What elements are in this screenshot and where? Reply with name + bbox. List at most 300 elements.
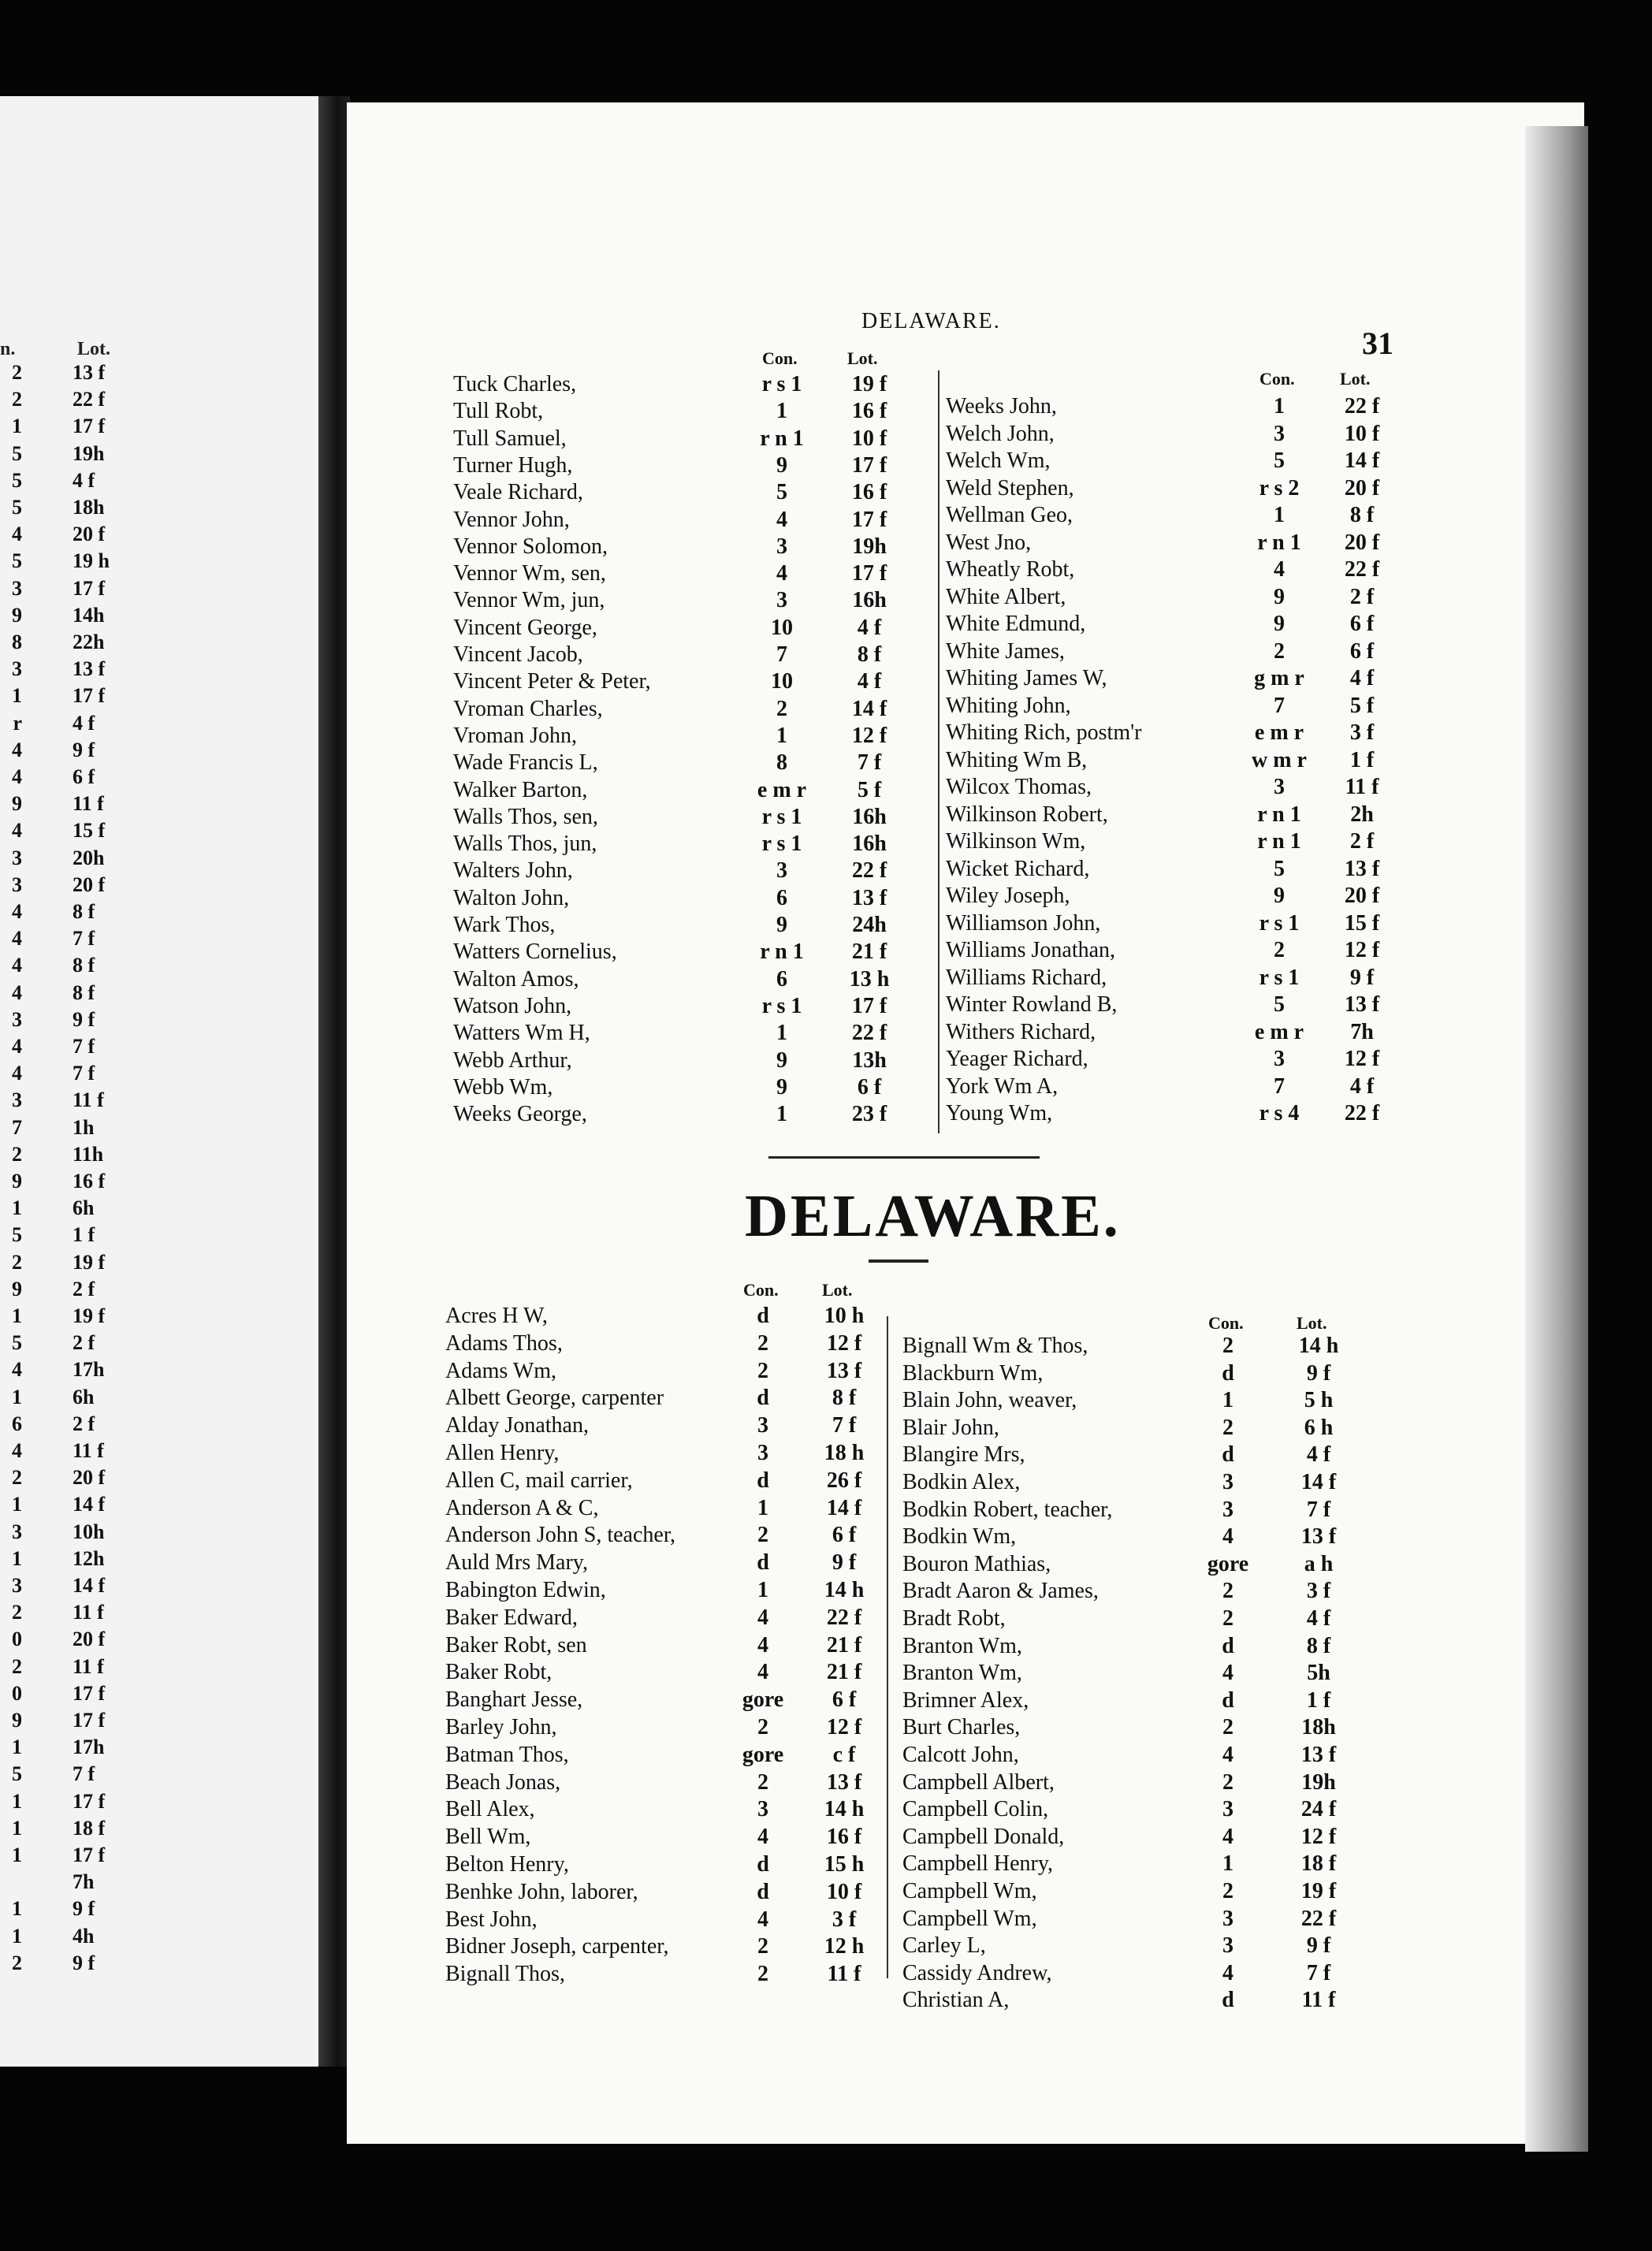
- left-row-lot: 17 f: [73, 415, 106, 438]
- entry-lot: 22 f: [1344, 1101, 1380, 1126]
- entry-lot: 23 f: [851, 1102, 887, 1127]
- left-row-con: 2: [12, 1951, 22, 1974]
- entry-con: gore: [742, 1742, 784, 1767]
- entry-lot: 14 f: [851, 696, 887, 721]
- entry-name: Walker Barton,: [453, 777, 588, 802]
- entry-lot: 8 f: [832, 1386, 857, 1411]
- entry-name: York Wm A,: [946, 1073, 1059, 1099]
- entry-lot: 1 f: [1306, 1687, 1331, 1713]
- page-number: 31: [1362, 326, 1393, 361]
- entry-lot: 17 f: [851, 993, 887, 1018]
- entry-con: 1: [776, 723, 787, 748]
- entry-con: 9: [1274, 612, 1285, 636]
- con-column-header: Con.: [743, 1280, 779, 1300]
- entry-con: 6: [776, 885, 787, 910]
- left-row-con: 3: [12, 576, 22, 600]
- entry-con: 5: [776, 480, 787, 505]
- entry-lot: 22 f: [1344, 557, 1380, 582]
- entry-name: Batman Thos,: [445, 1742, 569, 1767]
- entry-name: Vennor John,: [453, 507, 570, 532]
- book-gutter: [318, 96, 350, 2067]
- entry-name: Vennor Solomon,: [453, 534, 608, 559]
- left-row-lot: 13 f: [73, 361, 106, 384]
- left-row-lot: 14 f: [73, 1493, 106, 1516]
- left-row-con: 5: [12, 496, 22, 519]
- left-row-lot: 19 h: [73, 549, 110, 573]
- left-row-lot: 18h: [73, 496, 105, 519]
- entry-con: 3: [757, 1441, 768, 1465]
- entry-name: Vincent George,: [453, 615, 597, 640]
- entry-con: 2: [757, 1715, 768, 1739]
- left-lot-header: Lot.: [77, 339, 110, 359]
- left-row-lot: 6h: [73, 1196, 95, 1220]
- entry-lot: 6 f: [1349, 638, 1375, 664]
- left-row-con: 4: [12, 1062, 22, 1085]
- entry-con: 7: [1274, 693, 1285, 718]
- section-rule-top: [768, 1156, 1040, 1159]
- entry-name: Barley John,: [445, 1715, 557, 1739]
- left-row-lot: 11 f: [73, 792, 104, 816]
- left-row-con: 9: [12, 1170, 22, 1192]
- left-row-lot: 11 f: [73, 1088, 104, 1112]
- entry-lot: 1 f: [1349, 747, 1375, 772]
- left-row-con: 3: [12, 846, 22, 869]
- entry-lot: 22 f: [851, 858, 887, 884]
- entry-con: 1: [757, 1578, 768, 1602]
- entry-con: gore: [1207, 1551, 1249, 1576]
- entry-name: Walton Amos,: [453, 966, 579, 992]
- entry-name: Campbell Colin,: [902, 1797, 1049, 1822]
- entry-con: 1: [1222, 1851, 1233, 1877]
- entry-lot: 26 f: [826, 1468, 862, 1493]
- left-row-lot: 17h: [73, 1358, 105, 1382]
- left-row-lot: 15 f: [73, 819, 106, 843]
- entry-lot: 17 f: [851, 561, 887, 586]
- entry-name: Campbell Donald,: [902, 1824, 1065, 1849]
- entry-name: Williamson John,: [946, 910, 1101, 936]
- entry-lot: 16h: [852, 588, 887, 613]
- entry-con: d: [757, 1304, 769, 1328]
- entry-name: Watters Wm H,: [453, 1021, 590, 1046]
- entry-name: Winter Rowland B,: [946, 992, 1118, 1017]
- left-row-con: 3: [12, 1574, 22, 1597]
- entry-lot: 14 f: [1344, 448, 1380, 473]
- left-row-con: 4: [12, 954, 22, 977]
- entry-lot: 4 f: [1306, 1442, 1331, 1468]
- left-row-lot: 20 f: [73, 1628, 106, 1651]
- entry-name: Tull Robt,: [453, 399, 544, 424]
- entry-lot: 6 f: [857, 1074, 882, 1099]
- left-row-lot: 1h: [73, 1115, 95, 1139]
- entry-lot: 12 f: [826, 1715, 862, 1739]
- entry-lot: 16h: [852, 804, 887, 829]
- entry-con: 7: [1274, 1073, 1285, 1099]
- entry-lot: 21 f: [826, 1632, 862, 1658]
- left-row-lot: 10h: [73, 1520, 105, 1543]
- entry-con: 2: [1222, 1769, 1233, 1795]
- left-row-con: 1: [12, 1816, 22, 1840]
- entry-con: d: [757, 1386, 769, 1411]
- entry-con: r s 1: [761, 372, 802, 396]
- entry-lot: 8 f: [1306, 1633, 1331, 1658]
- entry-lot: 3 f: [1306, 1579, 1331, 1604]
- entry-name: Wellman Geo,: [946, 503, 1073, 527]
- entry-con: 3: [776, 858, 787, 884]
- entry-lot: 4 f: [1349, 666, 1375, 690]
- left-row-con: 7: [12, 1115, 22, 1139]
- left-row-lot: 14h: [73, 603, 105, 627]
- entry-lot: 5h: [1307, 1661, 1330, 1686]
- left-row-con: 4: [12, 1358, 22, 1382]
- entry-lot: 15 f: [1344, 910, 1380, 936]
- entry-con: d: [1222, 1360, 1234, 1386]
- entry-name: Young Wm,: [946, 1101, 1053, 1126]
- left-row-con: 4: [12, 765, 22, 788]
- left-row-con: 1: [12, 1493, 22, 1516]
- entry-name: Campbell Wm,: [902, 1879, 1037, 1903]
- entry-con: 3: [1274, 421, 1285, 446]
- left-row-con: 4: [12, 1439, 22, 1462]
- entry-name: Burt Charles,: [902, 1715, 1021, 1740]
- lower-column-divider: [887, 1316, 888, 1978]
- left-row-lot: 17 f: [73, 576, 106, 600]
- entry-lot: 4 f: [857, 669, 882, 694]
- entry-con: 1: [776, 1021, 787, 1046]
- entry-lot: 13 f: [1300, 1524, 1337, 1550]
- entry-name: Allen C, mail carrier,: [445, 1468, 633, 1493]
- left-row-lot: 7 f: [73, 1035, 95, 1058]
- entry-name: Welch John,: [946, 421, 1055, 446]
- entry-lot: 8 f: [1349, 503, 1375, 527]
- entry-lot: 9 f: [1349, 965, 1375, 990]
- left-row-con: 8: [12, 631, 22, 653]
- entry-name: White Albert,: [946, 584, 1066, 609]
- left-row-lot: 4 f: [73, 468, 95, 492]
- entry-con: d: [757, 1879, 769, 1904]
- entry-name: Watson John,: [453, 993, 572, 1018]
- entry-name: Carley L,: [902, 1933, 986, 1959]
- lot-column-header: Lot.: [1297, 1313, 1327, 1333]
- entry-con: r n 1: [1257, 530, 1301, 555]
- entry-name: Campbell Henry,: [902, 1851, 1054, 1877]
- left-row-con: 2: [12, 388, 22, 411]
- entry-name: Campbell Wm,: [902, 1906, 1037, 1931]
- entry-name: Acres H W,: [445, 1304, 548, 1328]
- entry-lot: 18 f: [1300, 1851, 1337, 1877]
- entry-lot: 3 f: [1349, 720, 1375, 745]
- entry-name: Walls Thos, sen,: [453, 804, 598, 829]
- left-row-lot: 8 f: [73, 954, 95, 977]
- left-row-con: 2: [12, 1601, 22, 1624]
- entry-name: West Jno,: [946, 530, 1032, 555]
- left-row-con: 5: [12, 549, 22, 573]
- entry-con: 1: [757, 1495, 768, 1520]
- left-row-con: 2: [12, 1466, 22, 1490]
- entry-lot: 22 f: [826, 1605, 862, 1630]
- entry-con: 5: [1274, 992, 1285, 1017]
- entry-name: Beach Jonas,: [445, 1769, 561, 1795]
- entry-name: Webb Wm,: [453, 1074, 553, 1099]
- entry-name: Vroman John,: [453, 723, 577, 748]
- left-row-lot: 7 f: [73, 1062, 95, 1085]
- left-row-lot: 19h: [73, 441, 105, 465]
- entry-con: 2: [757, 1962, 768, 1987]
- entry-con: 2: [1222, 1879, 1233, 1903]
- entry-con: r s 1: [1259, 910, 1300, 936]
- left-row-lot: 19 f: [73, 1304, 106, 1327]
- entry-name: Bell Alex,: [445, 1797, 535, 1822]
- entry-con: 9: [776, 1074, 787, 1099]
- left-row-lot: 11h: [73, 1142, 104, 1166]
- entry-con: 1: [776, 1102, 787, 1127]
- entry-name: Veale Richard,: [453, 480, 583, 505]
- con-column-header: Con.: [1259, 369, 1295, 389]
- entry-name: Auld Mrs Mary,: [445, 1550, 588, 1576]
- entry-con: 9: [1274, 884, 1285, 908]
- entry-con: 3: [757, 1413, 768, 1438]
- entry-name: Vennor Wm, sen,: [453, 561, 606, 586]
- left-row-lot: 2 f: [73, 1412, 95, 1435]
- left-row-lot: 16 f: [73, 1170, 106, 1192]
- entry-lot: 12 f: [1300, 1824, 1337, 1849]
- entry-lot: 22 f: [1344, 394, 1380, 419]
- entry-name: Bignall Wm & Thos,: [902, 1334, 1088, 1358]
- left-row-con: 3: [12, 657, 22, 681]
- con-column-header: Con.: [762, 348, 798, 368]
- entry-con: 3: [1222, 1933, 1233, 1959]
- left-row-con: 2: [12, 1250, 22, 1274]
- entry-name: Bradt Aaron & James,: [902, 1579, 1099, 1604]
- entry-con: 10: [771, 615, 793, 640]
- left-row-con: 1: [12, 1196, 22, 1220]
- left-row-con: 5: [12, 1223, 22, 1247]
- entry-con: 2: [1222, 1415, 1233, 1440]
- entry-lot: 10 f: [851, 426, 887, 451]
- left-row-con: 4: [12, 927, 22, 951]
- entry-name: Weeks John,: [946, 394, 1057, 419]
- con-column-header: Con.: [1208, 1313, 1244, 1333]
- entry-con: 5: [1274, 448, 1285, 473]
- left-row-con: 4: [12, 819, 22, 843]
- left-row-con: 5: [12, 441, 22, 465]
- page-edge-shadow: [1525, 126, 1588, 2152]
- entry-name: Cassidy Andrew,: [902, 1960, 1052, 1985]
- entry-name: Tuck Charles,: [453, 372, 577, 396]
- entry-lot: 14 h: [824, 1578, 865, 1602]
- left-row-lot: 11 f: [73, 1439, 104, 1462]
- entry-name: Whiting John,: [946, 693, 1071, 718]
- entry-con: 10: [771, 669, 793, 694]
- entry-con: 2: [1222, 1715, 1233, 1740]
- entry-lot: 7 f: [857, 750, 882, 776]
- entry-name: Baker Robt,: [445, 1660, 553, 1685]
- entry-name: Turner Hugh,: [453, 452, 573, 478]
- entry-lot: 20 f: [1344, 530, 1380, 555]
- entry-con: 2: [1274, 938, 1285, 962]
- entry-con: 2: [757, 1934, 768, 1959]
- left-row-con: 3: [12, 872, 22, 896]
- left-row-con: 1: [12, 1304, 22, 1327]
- left-row-con: 3: [12, 1007, 22, 1031]
- entry-con: 3: [1222, 1470, 1233, 1494]
- entry-name: Blain John, weaver,: [902, 1388, 1077, 1413]
- entry-con: 4: [757, 1825, 768, 1850]
- left-row-con: 2: [12, 361, 22, 384]
- entry-name: Bodkin Alex,: [902, 1470, 1021, 1494]
- entry-name: Baker Robt, sen: [445, 1632, 587, 1658]
- entry-con: r s 1: [761, 832, 802, 857]
- entry-con: 5: [1274, 856, 1285, 881]
- entry-con: 3: [757, 1797, 768, 1822]
- entry-lot: 12 f: [851, 723, 887, 748]
- entry-lot: 10 f: [826, 1879, 862, 1904]
- left-row-lot: 17 f: [73, 1681, 106, 1705]
- left-row-con: 5: [12, 468, 22, 492]
- entry-lot: 11 f: [1301, 1988, 1336, 2013]
- left-row-lot: 17 f: [73, 1789, 106, 1813]
- entry-con: 2: [1274, 638, 1285, 664]
- entry-lot: a h: [1304, 1551, 1334, 1576]
- left-row-con: 1: [12, 1546, 22, 1570]
- entry-lot: 14 f: [1300, 1470, 1337, 1494]
- entry-con: 2: [776, 696, 787, 721]
- entry-name: Albett George, carpenter: [445, 1386, 664, 1411]
- entry-lot: 7 f: [1306, 1497, 1331, 1522]
- entry-name: Babington Edwin,: [445, 1578, 606, 1602]
- left-row-lot: 7 f: [73, 1762, 95, 1786]
- left-row-con: 4: [12, 1035, 22, 1058]
- entry-lot: 13 f: [826, 1358, 862, 1383]
- entry-name: Bodkin Wm,: [902, 1524, 1017, 1550]
- entry-lot: 5 f: [857, 777, 882, 802]
- left-row-con: 1: [12, 415, 22, 438]
- entry-lot: 12 h: [824, 1934, 865, 1959]
- entry-con: 9: [1274, 584, 1285, 609]
- entry-lot: 16h: [852, 832, 887, 857]
- entry-lot: 9 f: [1306, 1933, 1331, 1959]
- entry-name: Bouron Mathias,: [902, 1551, 1051, 1576]
- left-row-con: 0: [12, 1681, 22, 1705]
- entry-lot: 9 f: [832, 1550, 857, 1576]
- entry-lot: 17 f: [851, 507, 887, 532]
- entry-con: 1: [776, 399, 787, 424]
- left-row-lot: 8 f: [73, 980, 95, 1004]
- left-row-lot: 7 f: [73, 927, 95, 951]
- entry-con: 4: [776, 561, 787, 586]
- entry-lot: 2 f: [1349, 584, 1375, 609]
- entry-lot: 13 f: [826, 1769, 862, 1795]
- entry-con: 4: [1222, 1661, 1233, 1686]
- left-row-con: 3: [12, 1088, 22, 1112]
- entry-lot: c f: [832, 1742, 856, 1767]
- left-row-lot: 19 f: [73, 1250, 106, 1274]
- entry-name: Blangire Mrs,: [902, 1442, 1025, 1468]
- entry-name: Williams Jonathan,: [946, 938, 1116, 962]
- entry-name: Baker Edward,: [445, 1605, 578, 1630]
- entry-con: r s 1: [761, 993, 802, 1018]
- entry-lot: 14 h: [824, 1797, 865, 1822]
- left-row-lot: 17h: [73, 1736, 105, 1759]
- lot-column-header: Lot.: [847, 348, 878, 368]
- left-row-lot: 22h: [73, 631, 105, 653]
- entry-lot: 12 f: [1344, 938, 1380, 962]
- entry-con: 4: [757, 1632, 768, 1658]
- left-row-lot: 20h: [73, 846, 105, 869]
- entry-con: d: [757, 1468, 769, 1493]
- entry-con: d: [1222, 1988, 1234, 2013]
- entry-con: 4: [757, 1907, 768, 1932]
- entry-name: Adams Wm,: [445, 1358, 557, 1383]
- entry-name: Branton Wm,: [902, 1661, 1022, 1686]
- entry-con: 4: [1222, 1524, 1233, 1550]
- left-row-lot: 6 f: [73, 765, 95, 788]
- entry-con: 3: [1222, 1497, 1233, 1522]
- entry-lot: 12 f: [826, 1330, 862, 1356]
- entry-name: Best John,: [445, 1907, 538, 1932]
- entry-con: gore: [742, 1687, 784, 1713]
- entry-lot: 9 f: [1306, 1360, 1331, 1386]
- left-row-con: 9: [12, 792, 22, 816]
- upper-column-divider: [938, 370, 939, 1133]
- entry-lot: 13 f: [1344, 856, 1380, 881]
- left-row-lot: 4h: [73, 1924, 95, 1948]
- entry-lot: 10 h: [824, 1304, 865, 1328]
- entry-name: Watters Cornelius,: [453, 939, 617, 965]
- left-row-con: 1: [12, 1897, 22, 1921]
- entry-lot: 2 f: [1349, 829, 1375, 854]
- entry-con: 3: [1274, 1047, 1285, 1071]
- entry-name: Christian A,: [902, 1988, 1010, 2013]
- left-row-lot: 13 f: [73, 657, 106, 681]
- entry-lot: 20 f: [1344, 475, 1380, 500]
- entry-con: 2: [757, 1769, 768, 1795]
- entry-name: Bradt Robt,: [902, 1606, 1006, 1631]
- entry-lot: 6 f: [832, 1687, 857, 1713]
- section-title: DELAWARE.: [745, 1183, 1121, 1249]
- entry-lot: 16 f: [851, 480, 887, 505]
- left-row-lot: 9 f: [73, 738, 95, 761]
- entry-name: Walton John,: [453, 885, 570, 910]
- entry-name: Bidner Joseph, carpenter,: [445, 1934, 669, 1959]
- entry-name: Banghart Jesse,: [445, 1687, 583, 1713]
- entry-name: Welch Wm,: [946, 448, 1051, 473]
- left-row-lot: 22 f: [73, 388, 106, 411]
- entry-name: Tull Samuel,: [453, 426, 567, 451]
- entry-name: Wiley Joseph,: [946, 884, 1070, 908]
- entry-con: w m r: [1252, 747, 1307, 772]
- entry-lot: 13 f: [1344, 992, 1380, 1017]
- entry-lot: 16 f: [826, 1825, 862, 1850]
- entry-lot: 14 h: [1298, 1334, 1339, 1358]
- entry-name: Wilcox Thomas,: [946, 775, 1092, 799]
- entry-lot: 2h: [1350, 802, 1374, 827]
- left-row-lot: 12h: [73, 1546, 105, 1570]
- entry-con: 1: [1274, 394, 1285, 419]
- entry-lot: 4 f: [857, 615, 882, 640]
- entry-name: Vennor Wm, jun,: [453, 588, 605, 613]
- entry-lot: 18h: [1301, 1715, 1336, 1740]
- left-row-con: 5: [12, 1762, 22, 1786]
- entry-name: Walters John,: [453, 858, 573, 884]
- entry-con: 4: [1222, 1824, 1233, 1849]
- entry-con: r n 1: [760, 939, 804, 965]
- left-row-con: 6: [12, 1412, 22, 1435]
- entry-name: Weld Stephen,: [946, 475, 1074, 500]
- entry-lot: 11 f: [827, 1962, 861, 1987]
- entry-name: Branton Wm,: [902, 1633, 1022, 1658]
- entry-con: 3: [776, 588, 787, 613]
- left-row-lot: 8 f: [73, 900, 95, 923]
